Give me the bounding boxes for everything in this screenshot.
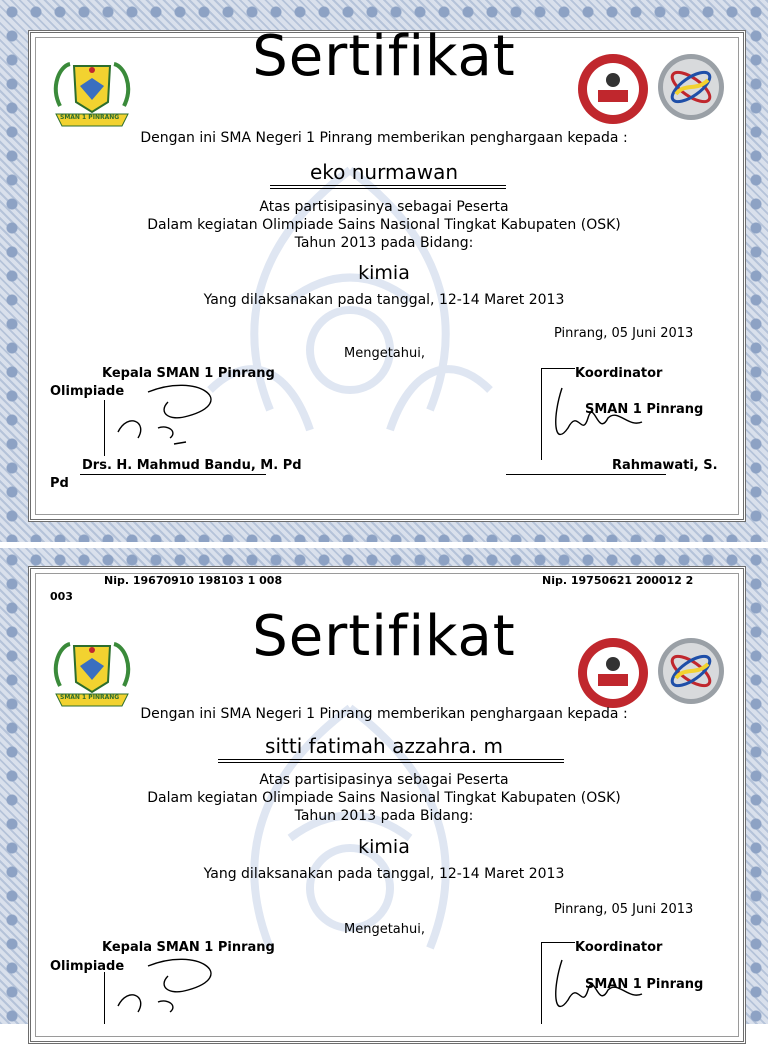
recipient-underline <box>270 185 506 189</box>
dates-line: Yang dilaksanakan pada tanggal, 12-14 Maret 2013 <box>203 292 565 308</box>
place-date: Pinrang, 05 Juni 2013 <box>554 902 694 917</box>
right-signatory-unit: SMAN 1 Pinrang <box>585 402 704 417</box>
right-signatory-role: Koordinator <box>575 940 663 955</box>
left-signatory-role: Kepala SMAN 1 Pinrang <box>102 366 275 381</box>
right-signatory-role: Koordinator <box>575 366 663 381</box>
left-signature-bar <box>104 972 105 1024</box>
school-logo-caption: SMAN 1 PINRANG <box>60 694 120 701</box>
left-nip: Nip. 19670910 198103 1 008 <box>104 574 283 587</box>
certificate-title: Sertifikat <box>252 604 516 669</box>
event-line: Dalam kegiatan Olimpiade Sains Nasional Tingkat Kabupaten (OSK) <box>147 790 621 806</box>
left-signature-bar <box>104 400 105 456</box>
right-name-underline <box>506 474 666 475</box>
acknowledge-text: Mengetahui, <box>344 346 425 361</box>
intro-text: Dengan ini SMA Negeri 1 Pinrang memberikan penghargaan kepada : <box>140 130 628 146</box>
recipient-name: eko nurmawan <box>309 160 459 184</box>
place-date: Pinrang, 05 Juni 2013 <box>554 326 694 341</box>
right-signature <box>548 950 648 1024</box>
year-line: Tahun 2013 pada Bidang: <box>294 235 474 251</box>
year-line: Tahun 2013 pada Bidang: <box>294 808 474 824</box>
olympiad-seal-icon <box>576 52 650 126</box>
right-signatory-unit: SMAN 1 Pinrang <box>585 977 704 992</box>
right-signature-bar <box>541 368 542 460</box>
left-name-underline <box>80 474 266 475</box>
right-signatory-name-wrap: Pd <box>50 476 69 491</box>
participation-line: Atas partisipasinya sebagai Peserta <box>259 199 509 215</box>
atom-logo-icon <box>656 636 726 706</box>
dates-line: Yang dilaksanakan pada tanggal, 12-14 Maret 2013 <box>203 866 565 882</box>
left-signature <box>108 372 232 452</box>
field-name: kimia <box>358 262 410 284</box>
right-signatory-name: Rahmawati, S. <box>612 458 718 473</box>
left-signature <box>108 946 232 1024</box>
right-signature <box>548 378 648 458</box>
left-signatory-role-wrap: Olimpiade <box>50 959 125 974</box>
left-signatory-role: Kepala SMAN 1 Pinrang <box>102 940 275 955</box>
school-logo-caption: SMAN 1 PINRANG <box>60 114 120 121</box>
recipient-underline <box>218 759 564 763</box>
right-signature-top-line <box>541 942 575 943</box>
recipient-name: sitti fatimah azzahra. m <box>265 734 503 758</box>
certificate-2 <box>0 548 768 1024</box>
right-nip-wrap: 003 <box>50 590 73 603</box>
right-signature-bar <box>541 942 542 1024</box>
right-signature-top-line <box>541 368 575 369</box>
atom-logo-icon <box>656 52 726 122</box>
certificate-title: Sertifikat <box>252 24 516 89</box>
acknowledge-text: Mengetahui, <box>344 922 425 937</box>
right-nip: Nip. 19750621 200012 2 <box>542 574 694 587</box>
left-signatory-name: Drs. H. Mahmud Bandu, M. Pd <box>82 458 302 473</box>
left-signatory-role-wrap: Olimpiade <box>50 384 125 399</box>
field-name: kimia <box>358 836 410 858</box>
participation-line: Atas partisipasinya sebagai Peserta <box>259 772 509 788</box>
olympiad-seal-icon <box>576 636 650 710</box>
event-line: Dalam kegiatan Olimpiade Sains Nasional Tingkat Kabupaten (OSK) <box>147 217 621 233</box>
intro-text: Dengan ini SMA Negeri 1 Pinrang memberikan penghargaan kepada : <box>140 706 628 722</box>
